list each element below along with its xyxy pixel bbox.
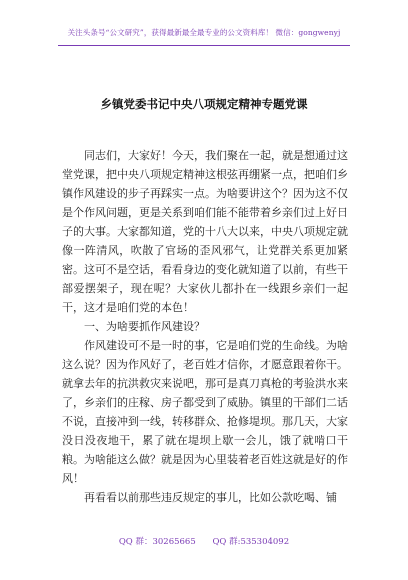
section-heading-1: 一、为啥要抓作风建设？ [84, 320, 205, 333]
document-title: 乡镇党委书记中央八项规定精神专题党课 [100, 97, 308, 111]
footer-qq-group-1: QQ 群：30265665 [118, 537, 196, 547]
section-paragraph: 作风建设可不是一时的事，它是咱们党的生命线。为啥这么说？因为作风好了，老百姓才信你，才愿意跟着你干。就拿去年的抗洪救灾来说吧，那可是真刀真枪的考验洪水来了，乡亲们的庄稼、房子都受到了威胁。镇里的干部们二话不说，直接冲到一线，转移群众、抢修堤坝。那几天，大家没日没夜地干，累了就在堤坝上歇一会儿，饿了就啃口干粮。为啥能这么做？就是因为心里装着老百姓这就是好的作风！ [62, 339, 348, 485]
document-body [62, 146, 348, 507]
footer-qq-groups [0, 535, 408, 547]
intro-paragraph: 同志们，大家好！今天，我们聚在一起，就是想通过这堂党课，把中央八项规定精神这根弦再绷紧一点，把咱们乡镇作风建设的步子再踩实一点。为啥要讲这个？因为这不仅是个作风问题，更是关系到咱们能不能带着乡亲们过上好日子的大事。大家都知道，党的十八大以来，中央八项规定就像一阵清风，吹散了官场的歪风邪气，让党群关系更加紧密。这可不是空话，看看身边的变化就知道了以前，有些干部爱摆架子，现在呢？大家伙儿都扑在一线跟乡亲们一起干，这才是咱们党的本色！ [62, 149, 348, 314]
header-divider [58, 45, 350, 46]
footer-qq-group-2: QQ 群:535304092 [212, 537, 290, 547]
section-paragraph: 再看看以前那些违反规定的事儿，比如公款吃喝、铺 [84, 491, 337, 504]
header-promo-note: 关注头条号“公文研究”，获得最新最全最专业的公文资料库！ 微信：gongwenyj [67, 28, 341, 37]
